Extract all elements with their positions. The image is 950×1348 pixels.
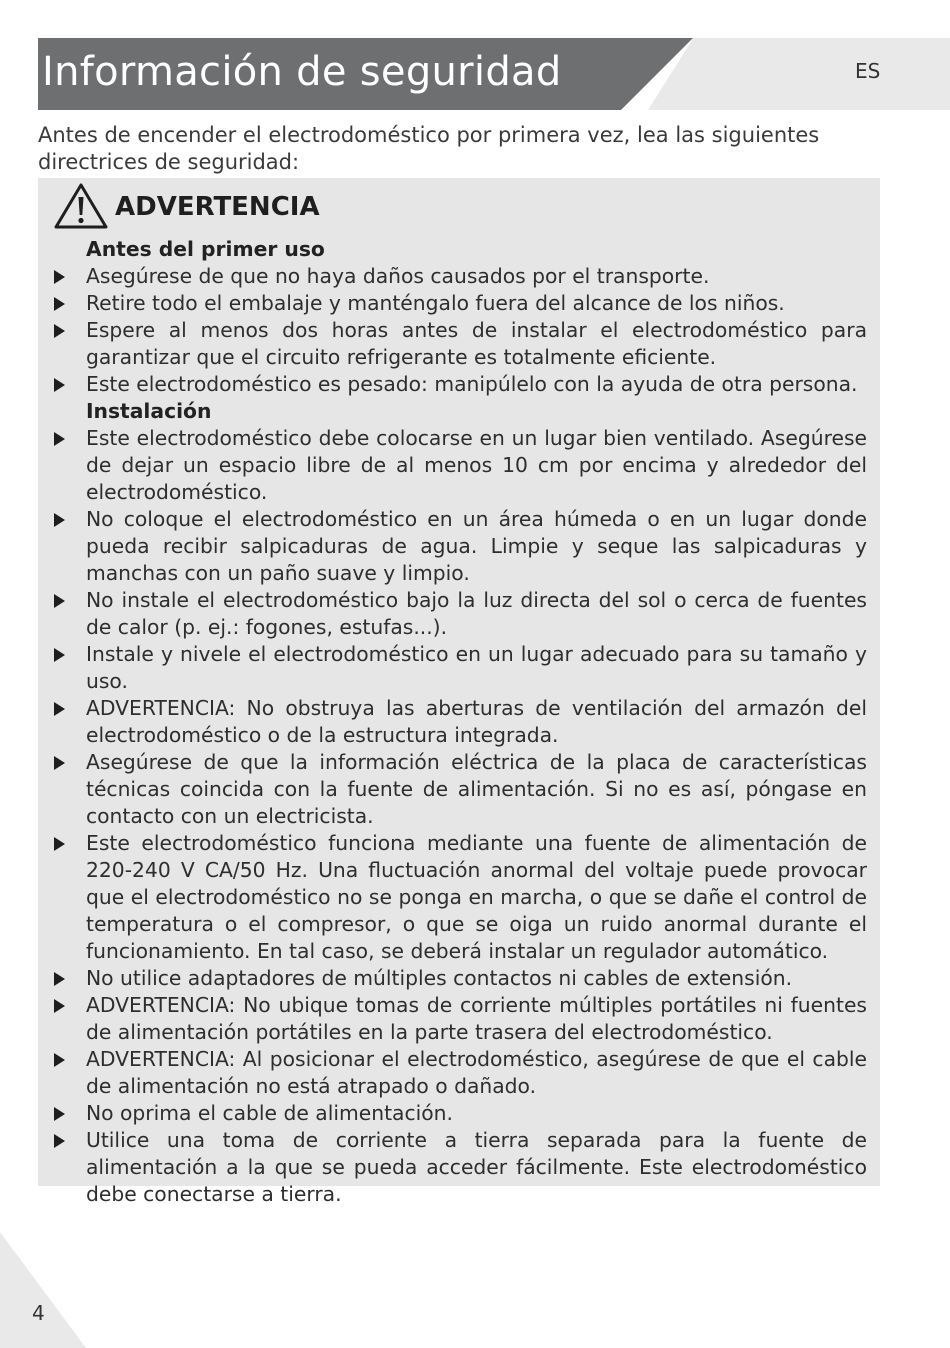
bullet-arrow-icon (54, 999, 65, 1013)
bullet-arrow-icon (54, 324, 65, 338)
warning-title: ADVERTENCIA (115, 192, 320, 222)
list-item: Utilice una toma de corriente a tierra separada para la fuente de alimentación a la que se pueda acceder fácilmente. Este electrodoméstico debe conectarse a tierra. (86, 1127, 867, 1208)
list-item: Espere al menos dos horas antes de instalar el electrodoméstico para garantizar que el circuito refrigerante es totalmente eficiente. (86, 317, 867, 371)
bullet-arrow-icon (54, 756, 65, 770)
section-heading-first-use: Antes del primer uso (86, 237, 325, 261)
intro-text: Antes de encender el electrodoméstico por primera vez, lea las siguientes directrices de seguridad: (38, 123, 820, 174)
list-item: Asegúrese de que la información eléctrica de la placa de características técnicas coincida con la fuente de alimentación. Si no es así, póngase en contacto con un electricista. (86, 749, 867, 830)
list-item: No utilice adaptadores de múltiples contactos ni cables de extensión. (86, 965, 867, 992)
bullet-arrow-icon (54, 648, 65, 662)
list-item: Instale y nivele el electrodoméstico en un lugar adecuado para su tamaño y uso. (86, 641, 867, 695)
section-heading-installation: Instalación (86, 399, 212, 423)
bullet-arrow-icon (54, 513, 65, 527)
bullet-arrow-icon (54, 702, 65, 716)
warning-triangle-icon (53, 182, 109, 230)
list-item: Este electrodoméstico debe colocarse en un lugar bien ventilado. Asegúrese de dejar un espacio libre de al menos 10 cm por encima y alrededor del electrodoméstico. (86, 425, 867, 506)
bullet-arrow-icon (54, 270, 65, 284)
list-item: Este electrodoméstico es pesado: manipúlelo con la ayuda de otra persona. (86, 371, 867, 398)
list-item: Retire todo el embalaje y manténgalo fuera del alcance de los niños. (86, 290, 867, 317)
list-item: ADVERTENCIA: No ubique tomas de corriente múltiples portátiles ni fuentes de alimentación portátiles en la parte trasera del electrodoméstico. (86, 992, 867, 1046)
list-item: No instale el electrodoméstico bajo la luz directa del sol o cerca de fuentes de calor (p. ej.: fogones, estufas...). (86, 587, 867, 641)
first-use-list (86, 263, 867, 398)
list-item: ADVERTENCIA: No obstruya las aberturas de ventilación del armazón del electrodoméstico o de la estructura integrada. (86, 695, 867, 749)
footer-corner-decoration (0, 1232, 86, 1348)
list-item: Este electrodoméstico funciona mediante una fuente de alimentación de 220-240 V CA/50 Hz. Una fluctuación anormal del voltaje puede provocar que el electrodoméstico no se ponga en marcha, o que se dañe el control de temperatura o el compresor, o que se oiga un ruido anormal durante el funcionamiento. En tal caso, se deberá instalar un regulador automático. (86, 830, 867, 965)
list-item: No oprima el cable de alimentación. (86, 1100, 867, 1127)
bullet-arrow-icon (54, 837, 65, 851)
list-item: Asegúrese de que no haya daños causados por el transporte. (86, 263, 867, 290)
page-title: Información de seguridad (42, 49, 562, 95)
bullet-arrow-icon (54, 1107, 65, 1121)
list-item: ADVERTENCIA: Al posicionar el electrodoméstico, asegúrese de que el cable de alimentación no está atrapado o dañado. (86, 1046, 867, 1100)
bullet-arrow-icon (54, 1053, 65, 1067)
page-number: 4 (32, 1301, 45, 1325)
bullet-arrow-icon (54, 972, 65, 986)
bullet-arrow-icon (54, 1134, 65, 1148)
installation-list (86, 425, 867, 1208)
bullet-arrow-icon (54, 594, 65, 608)
safety-content (86, 236, 867, 1208)
bullet-arrow-icon (54, 378, 65, 392)
language-label: ES (855, 59, 881, 83)
bullet-arrow-icon (54, 297, 65, 311)
list-item: No coloque el electrodoméstico en un área húmeda o en un lugar donde pueda recibir salpicaduras de agua. Limpie y seque las salpicaduras y manchas con un paño suave y limpio. (86, 506, 867, 587)
header-tab (648, 38, 950, 110)
bullet-arrow-icon (54, 432, 65, 446)
